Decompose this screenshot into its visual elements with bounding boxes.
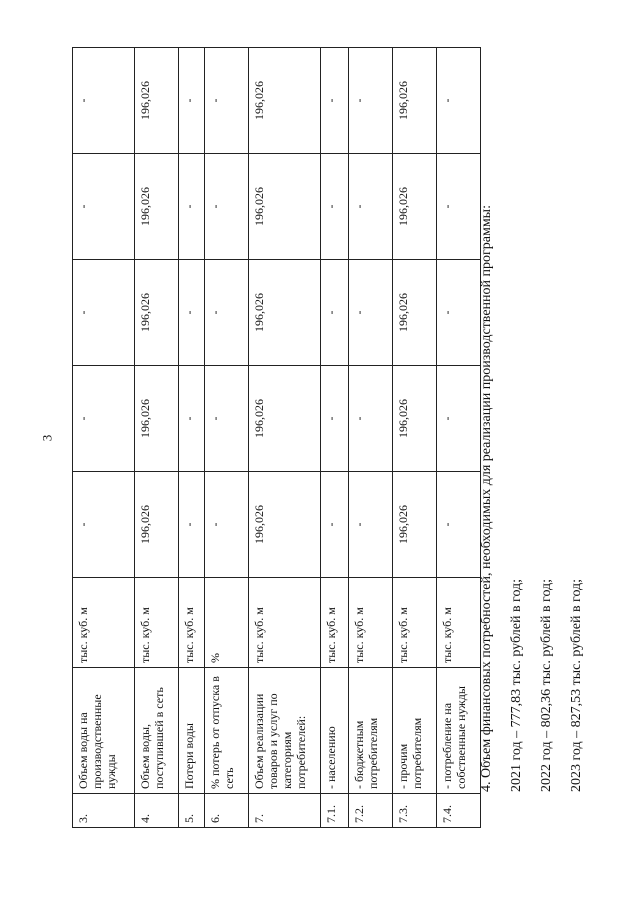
row-value: - xyxy=(179,48,205,154)
row-indicator: Объем воды, поступившей в сеть xyxy=(135,668,179,794)
table-row xyxy=(73,48,135,828)
row-value: 196,026 xyxy=(249,48,321,154)
row-value: - xyxy=(73,472,135,578)
row-value: - xyxy=(321,472,349,578)
financial-line-2023: 2023 год – 827,53 тыс. рублей в год; xyxy=(569,578,584,792)
row-value: 196,026 xyxy=(393,48,437,154)
row-indicator: - населению xyxy=(321,668,349,794)
page-number: 3 xyxy=(39,434,55,442)
row-indicator: - прочим потребителям xyxy=(393,668,437,794)
row-unit: тыс. куб. м xyxy=(135,578,179,668)
row-number: 7. xyxy=(249,794,321,828)
row-value: - xyxy=(205,366,249,472)
row-indicator: Объем воды на производственные нужды xyxy=(73,668,135,794)
table-row xyxy=(349,48,393,828)
row-unit: тыс. куб. м xyxy=(179,578,205,668)
row-value: - xyxy=(179,366,205,472)
financial-line-2021: 2021 год – 777,83 тыс. рублей в год; xyxy=(509,578,524,792)
row-value: 196,026 xyxy=(393,472,437,578)
row-value: - xyxy=(437,366,481,472)
rotated-document-content xyxy=(32,48,592,828)
row-value: 196,026 xyxy=(135,472,179,578)
row-value: - xyxy=(73,366,135,472)
production-program-table xyxy=(72,47,481,828)
financial-line-2022: 2022 год – 802,36 тыс. рублей в год; xyxy=(539,578,554,792)
row-unit: тыс. куб. м xyxy=(437,578,481,668)
row-number: 4. xyxy=(135,794,179,828)
row-value: - xyxy=(321,366,349,472)
row-value: - xyxy=(349,472,393,578)
table-row xyxy=(321,48,349,828)
row-value: 196,026 xyxy=(393,154,437,260)
row-value: 196,026 xyxy=(135,48,179,154)
row-number: 5. xyxy=(179,794,205,828)
row-value: - xyxy=(205,260,249,366)
row-value: - xyxy=(321,48,349,154)
row-value: - xyxy=(73,154,135,260)
row-value: - xyxy=(437,48,481,154)
row-indicator: - бюджетным потребителям xyxy=(349,668,393,794)
row-value: 196,026 xyxy=(249,472,321,578)
row-unit: тыс. куб. м xyxy=(73,578,135,668)
row-value: - xyxy=(205,48,249,154)
row-value: - xyxy=(349,154,393,260)
table-row xyxy=(179,48,205,828)
row-value: - xyxy=(321,154,349,260)
row-value: 196,026 xyxy=(135,260,179,366)
row-value: - xyxy=(205,472,249,578)
row-unit: % xyxy=(205,578,249,668)
row-value: - xyxy=(205,154,249,260)
row-value: - xyxy=(179,260,205,366)
row-unit: тыс. куб. м xyxy=(249,578,321,668)
row-value: 196,026 xyxy=(249,154,321,260)
row-indicator: Потери воды xyxy=(179,668,205,794)
row-indicator: Объем реализации товаров и услуг по категориям потребителей: xyxy=(249,668,321,794)
row-value: - xyxy=(179,154,205,260)
row-value: - xyxy=(179,472,205,578)
row-value: 196,026 xyxy=(135,154,179,260)
row-value: - xyxy=(73,48,135,154)
row-number: 6. xyxy=(205,794,249,828)
row-unit: тыс. куб. м xyxy=(349,578,393,668)
row-number: 3. xyxy=(73,794,135,828)
row-unit: тыс. куб. м xyxy=(393,578,437,668)
row-unit: тыс. куб. м xyxy=(321,578,349,668)
row-value: 196,026 xyxy=(249,260,321,366)
row-value: - xyxy=(349,260,393,366)
row-value: - xyxy=(349,366,393,472)
table-row xyxy=(249,48,321,828)
row-indicator: - потребление на собственные нужды xyxy=(437,668,481,794)
row-number: 7.3. xyxy=(393,794,437,828)
row-value: 196,026 xyxy=(249,366,321,472)
table-row xyxy=(393,48,437,828)
row-number: 7.1. xyxy=(321,794,349,828)
row-value: 196,026 xyxy=(393,260,437,366)
row-value: 196,026 xyxy=(135,366,179,472)
row-number: 7.2. xyxy=(349,794,393,828)
row-number: 7.4. xyxy=(437,794,481,828)
section-heading: 4. Объем финансовых потребностей, необходимых для реализации производственной программы: xyxy=(479,205,494,792)
row-value: 196,026 xyxy=(393,366,437,472)
row-value: - xyxy=(437,260,481,366)
row-value: - xyxy=(437,472,481,578)
table-row xyxy=(135,48,179,828)
row-value: - xyxy=(349,48,393,154)
row-indicator: % потерь от отпуска в сеть xyxy=(205,668,249,794)
financial-needs-section xyxy=(472,48,592,828)
row-value: - xyxy=(321,260,349,366)
table-row xyxy=(205,48,249,828)
row-value: - xyxy=(73,260,135,366)
row-value: - xyxy=(437,154,481,260)
